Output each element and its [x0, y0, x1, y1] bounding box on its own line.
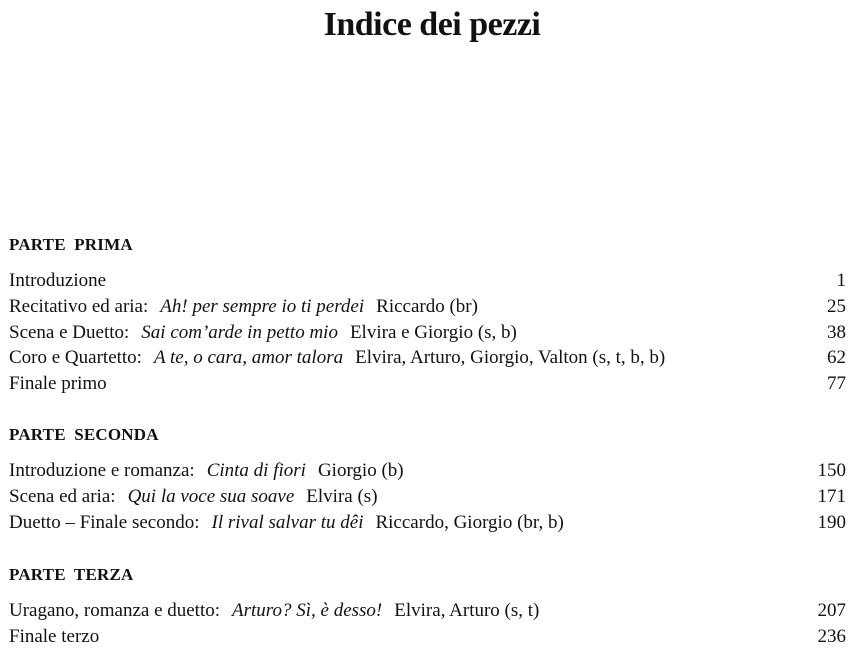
- entry-page-number: 62: [827, 347, 846, 368]
- entry-roles: Elvira, Arturo, Giorgio, Valton (s, t, b, b): [355, 347, 666, 368]
- entry-roles: Elvira (s): [306, 486, 378, 507]
- entry-incipit: Arturo? Sì, è desso!: [232, 600, 383, 621]
- index-entry: [9, 295, 846, 319]
- entry-page-number: 171: [817, 486, 846, 507]
- entry-kind: Uragano, romanza e duetto:: [9, 600, 221, 621]
- entry-incipit: Qui la voce sua soave: [127, 486, 295, 507]
- index-entry: [9, 269, 846, 293]
- entry-kind: Introduzione: [9, 270, 107, 291]
- entry-page-number: 25: [827, 296, 846, 317]
- entry-roles: Elvira, Arturo (s, t): [394, 600, 540, 621]
- entry-page-number: 1: [836, 270, 846, 291]
- index-entry: [9, 459, 846, 483]
- index-entry: [9, 346, 846, 370]
- entry-kind: Duetto – Finale secondo:: [9, 512, 200, 533]
- index-entry: [9, 511, 846, 535]
- entry-incipit: Cinta di fiori: [206, 460, 306, 481]
- entry-kind: Coro e Quartetto:: [9, 347, 142, 368]
- entry-page-number: 150: [817, 460, 846, 481]
- entry-incipit: Ah! per sempre io ti perdei: [160, 296, 365, 317]
- entry-page-number: 38: [827, 322, 846, 343]
- index-entry: [9, 372, 846, 396]
- entry-page-number: 207: [817, 600, 846, 621]
- entry-roles: Riccardo, Giorgio (br, b): [375, 512, 564, 533]
- page-title: Indice dei pezzi: [323, 6, 541, 43]
- entry-page-number: 190: [817, 512, 846, 533]
- entry-incipit: Sai com’arde in petto mio: [141, 322, 338, 343]
- entry-page-number: 77: [827, 373, 846, 394]
- entry-kind: Finale terzo: [9, 626, 100, 647]
- entry-kind: Scena ed aria:: [9, 486, 116, 507]
- section-heading-parte-terza: PARTE TERZA: [9, 565, 134, 584]
- entry-roles: Riccardo (br): [376, 296, 478, 317]
- section-heading-parte-prima: PARTE PRIMA: [9, 235, 133, 254]
- index-entry: [9, 485, 846, 509]
- entry-incipit: A te, o cara, amor talora: [153, 347, 344, 368]
- entry-incipit: Il rival salvar tu dêi: [211, 512, 364, 533]
- section-heading-parte-seconda: PARTE SECONDA: [9, 425, 159, 444]
- entry-kind: Finale primo: [9, 373, 107, 394]
- index-entry: [9, 599, 846, 623]
- index-entry: [9, 625, 846, 649]
- entry-kind: Introduzione e romanza:: [9, 460, 195, 481]
- entry-roles: Giorgio (b): [317, 460, 404, 481]
- entry-roles: Elvira e Giorgio (s, b): [349, 322, 517, 343]
- index-entry: [9, 321, 846, 345]
- entry-kind: Recitativo ed aria:: [9, 296, 149, 317]
- entry-page-number: 236: [817, 626, 846, 647]
- entry-kind: Scena e Duetto:: [9, 322, 130, 343]
